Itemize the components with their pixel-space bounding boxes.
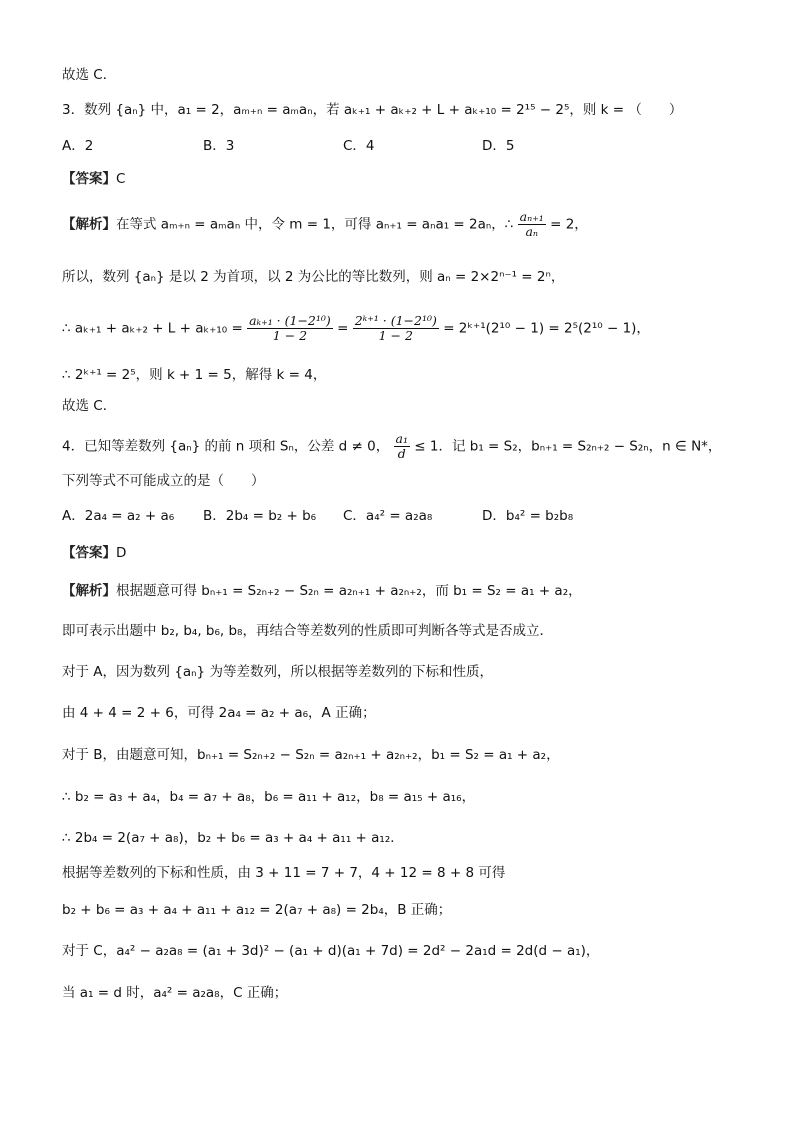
answer-tag: 【答案】 [62, 171, 116, 187]
q4-option-a: A．2a₄ = a₂ + a₆ [62, 508, 175, 524]
q3-analysis-text: 在等式 aₘ₊ₙ = aₘaₙ 中，令 m = 1，可得 aₙ₊₁ = aₙa₁ = 2aₙ，∴ [116, 216, 514, 233]
ratio-tail: = 2， [550, 216, 588, 233]
answer-tag: 【答案】 [62, 545, 116, 561]
q4-option-d: D．b₄² = b₂b₈ [482, 508, 574, 524]
q4-stem-head: 4．已知等差数列 {aₙ} 的前 n 项和 Sₙ，公差 d ≠ 0， [62, 438, 390, 455]
q4-analysis-line-3: 对于 A，因为数列 {aₙ} 为等差数列，所以根据等差数列的下标和性质， [62, 664, 493, 680]
question-4-prompt: 下列等式不可能成立的是（ ） [62, 473, 265, 489]
q4-answer: D [116, 545, 127, 561]
q4-analysis-line-5: 对于 B，由题意可知，bₙ₊₁ = S₂ₙ₊₂ − S₂ₙ = a₂ₙ₊₁ + a₂ₙ₊₂，b₁ = S₂ = a₁ + a₂， [62, 747, 560, 763]
q3-option-d: D．5 [482, 138, 515, 154]
q3-analysis-line-2: 所以，数列 {aₙ} 是以 2 为首项，以 2 为公比的等比数列，则 aₙ = 2×2ⁿ⁻¹ = 2ⁿ， [62, 269, 565, 285]
sum-fraction-2: $\frac{\text{2ᵏ⁺¹ · (1−2¹⁰)}}{1 - 2}$ [354, 313, 437, 343]
q4-analysis-line-9: b₂ + b₆ = a₃ + a₄ + a₁₁ + a₁₂ = 2(a₇ + a₈) = 2b₄，B 正确； [62, 902, 452, 918]
q4-option-b: B．2b₄ = b₂ + b₆ [203, 508, 317, 524]
sum-eq: = [337, 320, 349, 337]
q4-analysis-line-6: ∴ b₂ = a₃ + a₄，b₄ = a₇ + a₈，b₆ = a₁₁ + a₁₂，b₈ = a₁₅ + a₁₆， [62, 789, 476, 805]
q4-analysis-text: 根据题意可得 bₙ₊₁ = S₂ₙ₊₂ − S₂ₙ = a₂ₙ₊₁ + a₂ₙ₊₂，而 b₁ = S₂ = a₁ + a₂， [116, 583, 582, 599]
q4-analysis-line-4: 由 4 + 4 = 2 + 6，可得 2a₄ = a₂ + a₆，A 正确； [62, 705, 376, 721]
question-4-stem [62, 432, 721, 461]
sum-head: ∴ aₖ₊₁ + aₖ₊₂ + L + aₖ₊₁₀ = [62, 320, 243, 337]
analysis-tag: 【解析】 [62, 216, 116, 233]
q4-answer-line [62, 542, 126, 564]
q4-option-c: C．a₄² = a₂a₈ [343, 508, 433, 524]
q3-option-b: B．3 [203, 138, 235, 154]
solution-end-line-1: 故选 C． [62, 67, 117, 83]
q4-analysis-line-11: 当 a₁ = d 时，a₄² = a₂a₈，C 正确； [62, 985, 288, 1001]
q4-analysis-line-7: ∴ 2b₄ = 2(a₇ + a₈)，b₂ + b₆ = a₃ + a₄ + a₁₁ + a₁₂． [62, 830, 404, 846]
ratio-fraction: $\frac{\text{aₙ₊₁}}{\text{aₙ}}$ [519, 209, 544, 239]
q3-option-c: C．4 [343, 138, 375, 154]
q3-option-a: A．2 [62, 138, 94, 154]
analysis-tag: 【解析】 [62, 583, 116, 599]
sum-tail: = 2ᵏ⁺¹(2¹⁰ − 1) = 2⁵(2¹⁰ − 1)， [443, 320, 650, 337]
q3-conclusion: 故选 C． [62, 398, 117, 414]
sum-fraction-1: $\frac{\text{aₖ₊₁ · (1−2¹⁰)}}{1 - 2}$ [249, 313, 331, 343]
q4-stem-tail: ≤ 1．记 b₁ = S₂，bₙ₊₁ = S₂ₙ₊₂ − S₂ₙ，n ∈ N*， [414, 438, 722, 455]
q3-analysis-line-4: ∴ 2ᵏ⁺¹ = 2⁵，则 k + 1 = 5，解得 k = 4， [62, 367, 327, 383]
q4-analysis-line-1 [62, 580, 582, 602]
question-3-stem: 3．数列 {aₙ} 中，a₁ = 2，aₘ₊ₙ = aₘaₙ，若 aₖ₊₁ + aₖ₊₂ + L + aₖ₊₁₀ = 2¹⁵ − 2⁵，则 k = （ ） [62, 102, 683, 118]
q4-fraction: $\frac{\text{a₁}}{d}$ [395, 431, 408, 461]
q3-answer: C [116, 171, 126, 187]
q3-answer-line [62, 168, 125, 190]
q3-analysis-line-3 [62, 314, 650, 343]
q3-analysis-line-1 [62, 210, 588, 239]
q4-analysis-line-2: 即可表示出题中 b₂, b₄, b₆, b₈，再结合等差数列的性质即可判断各等式是否成立． [62, 623, 553, 639]
q4-analysis-line-8: 根据等差数列的下标和性质，由 3 + 11 = 7 + 7，4 + 12 = 8 + 8 可得 [62, 865, 506, 881]
q4-analysis-line-10: 对于 C，a₄² − a₂a₈ = (a₁ + 3d)² − (a₁ + d)(a₁ + 7d) = 2d² − 2a₁d = 2d(d − a₁)， [62, 943, 600, 959]
